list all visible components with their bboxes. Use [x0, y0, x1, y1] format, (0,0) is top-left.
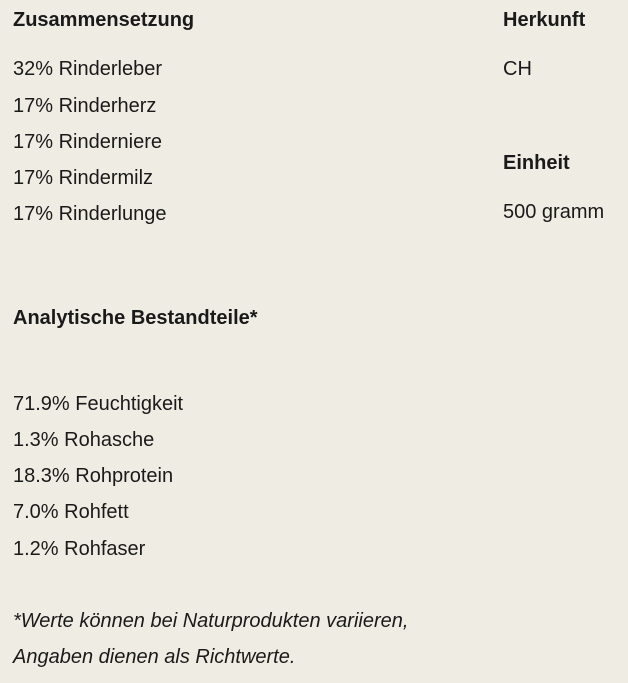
- analysis-item: 71.9% Feuchtigkeit: [13, 393, 184, 415]
- composition-item: 17% Rindermilz: [13, 167, 154, 189]
- origin-heading: Herkunft: [503, 9, 586, 31]
- composition-item: 17% Rinderniere: [13, 131, 162, 153]
- footnote-line: Angaben dienen als Richtwerte.: [13, 646, 296, 668]
- composition-item: 17% Rinderlunge: [13, 203, 167, 225]
- analysis-item: 18.3% Rohprotein: [13, 465, 174, 487]
- origin-value: CH: [503, 58, 532, 80]
- analysis-item: 7.0% Rohfett: [13, 501, 129, 523]
- composition-item: 32% Rinderleber: [13, 58, 162, 80]
- analysis-item: 1.3% Rohasche: [13, 429, 155, 451]
- composition-heading: Zusammensetzung: [13, 9, 195, 31]
- unit-value: 500 gramm: [503, 201, 605, 223]
- composition-item: 17% Rinderherz: [13, 95, 157, 117]
- analysis-heading: Analytische Bestandteile*: [13, 307, 258, 329]
- unit-heading: Einheit: [503, 152, 570, 174]
- analysis-item: 1.2% Rohfaser: [13, 538, 146, 560]
- footnote-line: *Werte können bei Naturprodukten variieren,: [13, 610, 409, 632]
